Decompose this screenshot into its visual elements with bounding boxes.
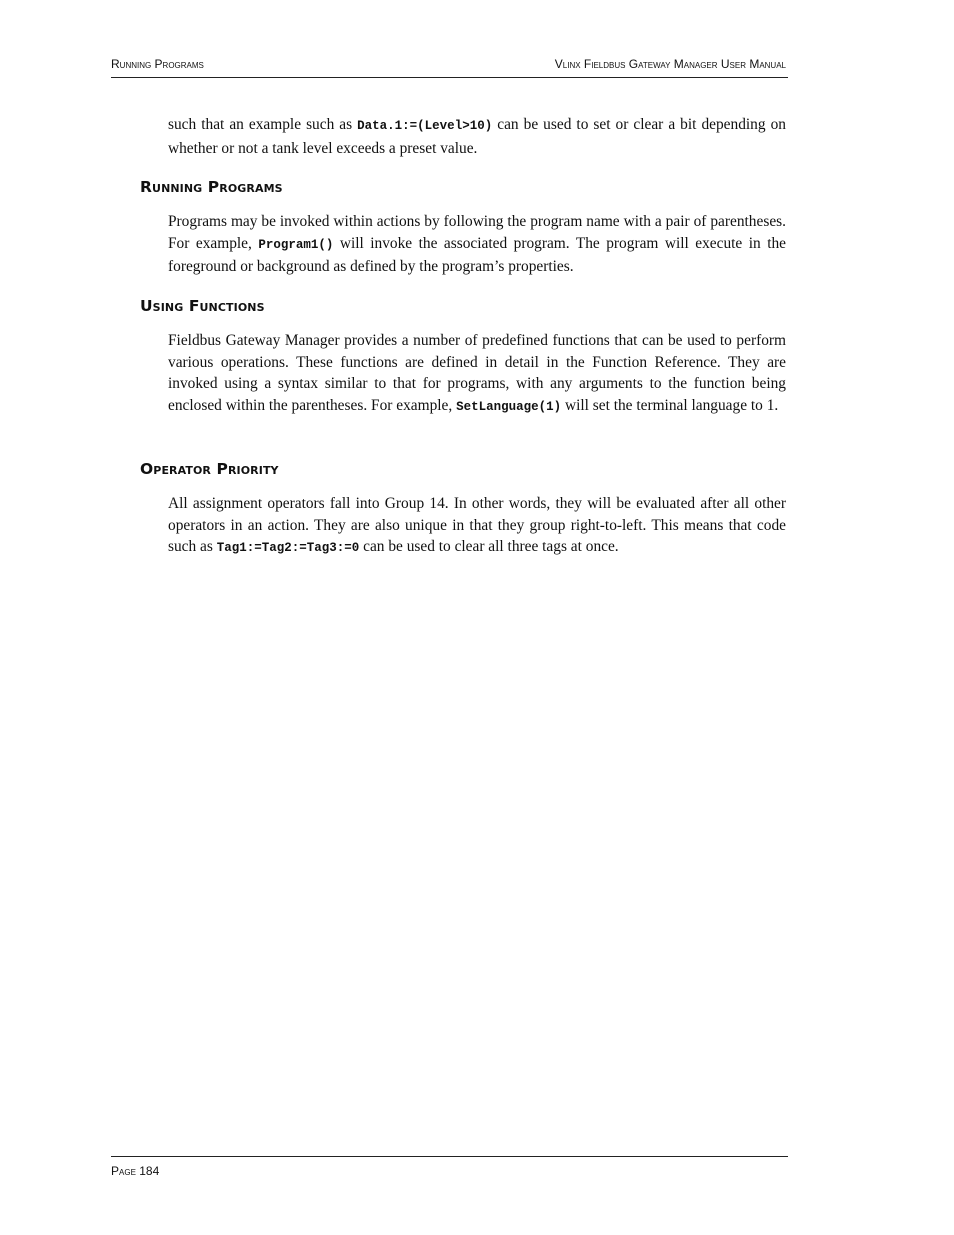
intro-text-before: such that an example such as [168,116,358,133]
header-chapter-title: Running Programs [111,57,204,71]
page-footer [111,1156,788,1179]
running-programs-text-after: will invoke the associated program. The program will execute in the foreground or background as defined by the program’s properties. [168,234,786,276]
intro-paragraph [168,114,786,159]
intro-code: Data.1:=(Level>10) [357,119,493,133]
running-programs-text-before: Programs may be invoked within actions by following the program name with a pair of parentheses. For example, [168,213,786,252]
heading-operator-priority: Operator Priority [140,460,279,478]
using-functions-code: SetLanguage(1) [456,400,562,415]
intro-text-after: can be used to set or clear a bit depending on whether or not a tank level exceeds a preset value. [168,116,786,157]
using-functions-text-after: will set the terminal language to 1. [561,397,779,415]
page-number: Page 184 [111,1164,160,1178]
operator-priority-text-after: can be used to clear all three tags at once. [359,538,619,556]
running-programs-code: Program1() [258,237,334,252]
header-manual-title: Vlinx Fieldbus Gateway Manager User Manual [554,57,786,71]
running-programs-paragraph [168,211,786,278]
operator-priority-code: Tag1:=Tag2:=Tag3:=0 [216,541,360,556]
using-functions-paragraph [168,330,786,419]
operator-priority-paragraph [168,493,786,560]
heading-running-programs: Running Programs [140,178,283,196]
operator-priority-text-before: All assignment operators fall into Group 14. In other words, they will be evaluated after all other operators in an action. They are also unique in that they group right-to-left. This means that code such as [168,495,786,556]
using-functions-text-before: Fieldbus Gateway Manager provides a number of predefined functions that can be used to perform various operations. These functions are defined in detail in the Function Reference. They are invoked using a syntax similar to that for programs, with any arguments to the function being enclosed within the parentheses. For example, [168,332,786,415]
running-header [111,55,788,78]
heading-using-functions: Using Functions [140,297,265,315]
